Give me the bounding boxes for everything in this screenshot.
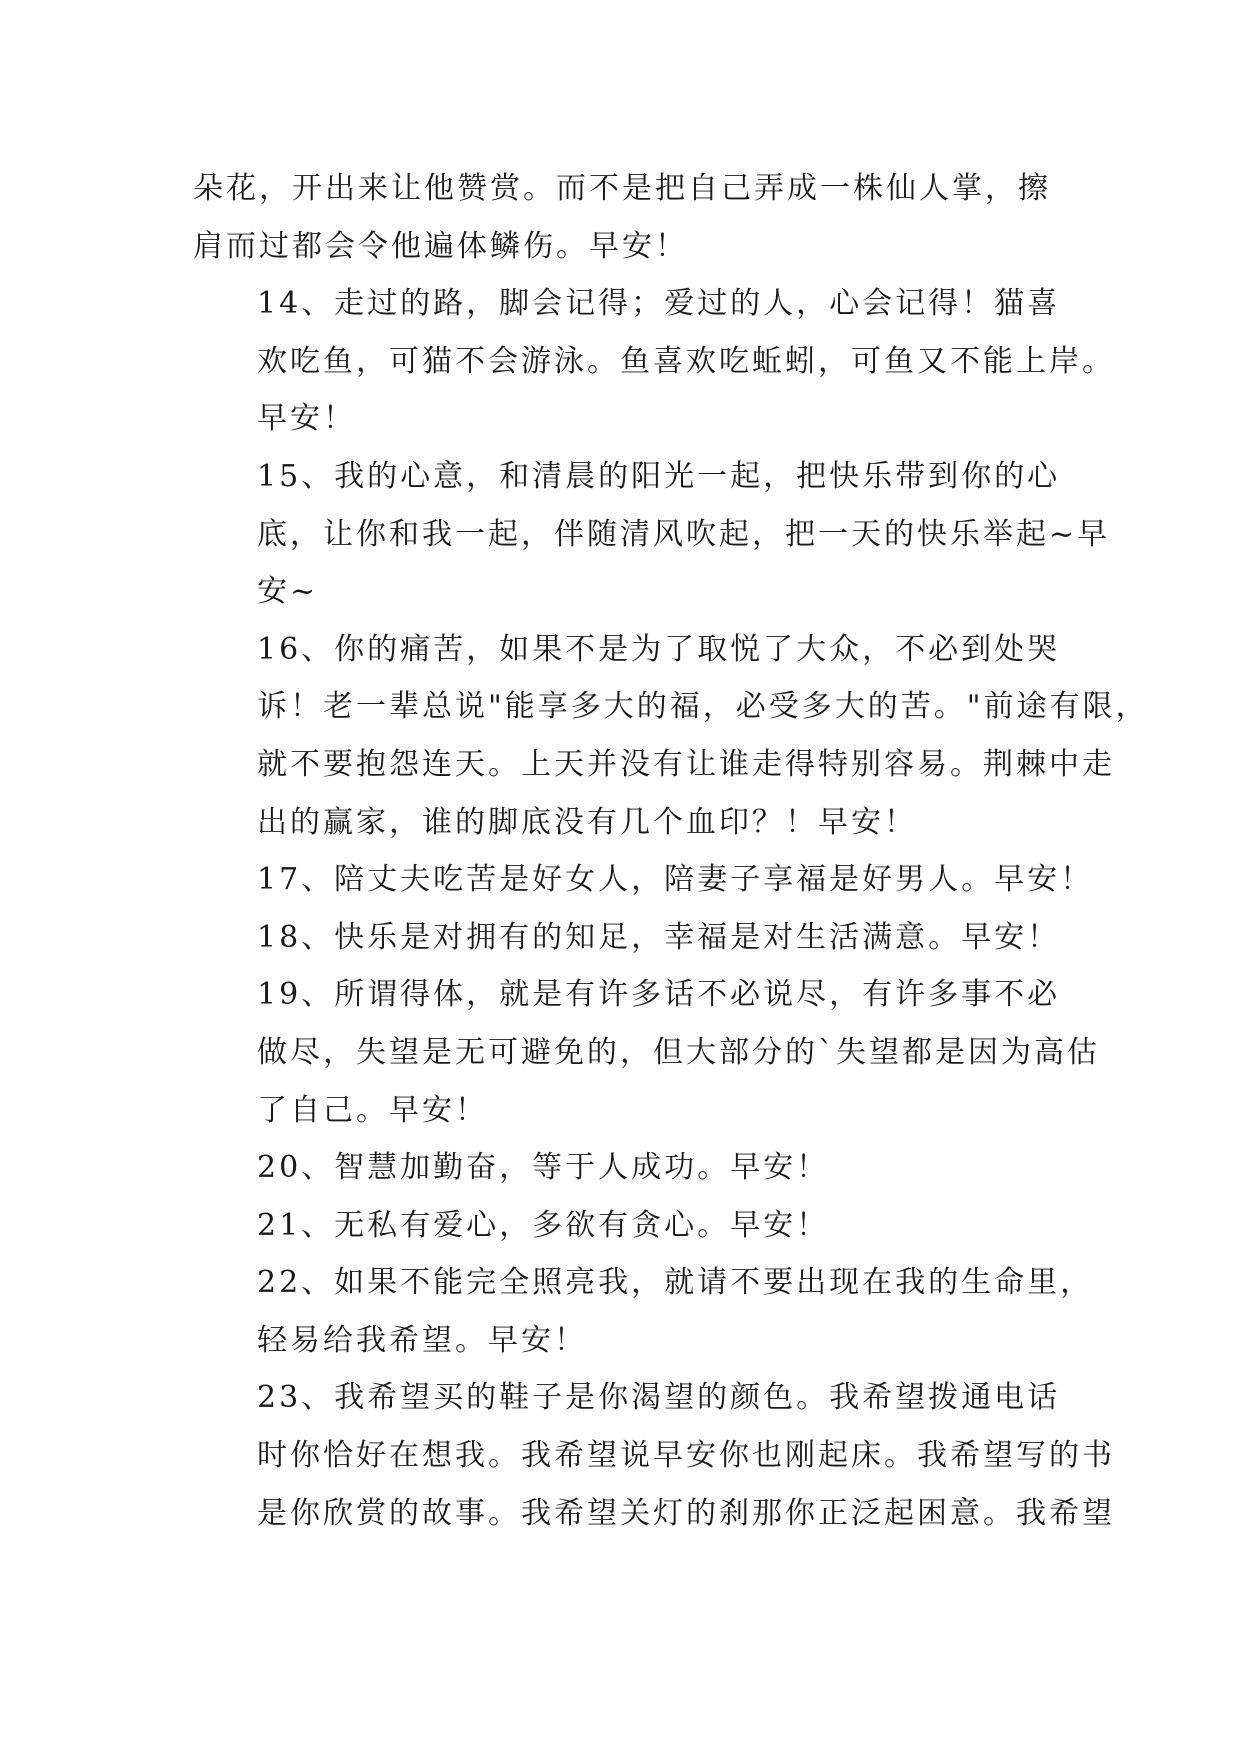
- text-line: 19、所谓得体，就是有许多话不必说尽，有许多事不必: [257, 977, 1061, 1013]
- text-line: 欢吃鱼，可猫不会游泳。鱼喜欢吃蚯蚓，可鱼又不能上岸。: [257, 343, 1115, 379]
- text-line: 底，让你和我一起，伴随清风吹起，把一天的快乐举起~早: [257, 516, 1111, 552]
- text-line: 17、陪丈夫吃苦是好女人，陪妻子享福是好男人。早安！: [257, 862, 1094, 898]
- paragraph-14: [193, 275, 1115, 448]
- text-line: 18、快乐是对拥有的知足，幸福是对生活满意。早安！: [257, 919, 1061, 955]
- paragraph-20: [193, 1139, 1073, 1197]
- document-body: [193, 160, 1149, 1542]
- text-line: 20、智慧加勤奋，等于人成功。早安！: [257, 1150, 830, 1186]
- text-line: 朵花，开出来让他赞赏。而不是把自己弄成一株仙人掌，擦: [193, 171, 1051, 206]
- paragraph-19: [193, 966, 1100, 1139]
- text-line: 22、如果不能完全照亮我，就请不要出现在我的生命里，: [257, 1265, 1094, 1301]
- text-line: 就不要抱怨连天。上天并没有让谁走得特别容易。荆棘中走: [257, 746, 1115, 782]
- text-line: 诉！老一辈总说"能享多大的福，必受多大的苦。"前途有限，: [257, 689, 1149, 725]
- text-line: 23、我希望买的鞋子是你渴望的颜色。我希望拨通电话: [257, 1380, 1061, 1416]
- text-line: 出的赢家，谁的脚底没有几个血印？！早安！: [257, 804, 917, 840]
- paragraph-17: [193, 851, 1094, 909]
- text-line: 做尽，失望是无可避免的，但大部分的`失望都是因为高估: [257, 1034, 1100, 1070]
- paragraph-18: [193, 909, 1073, 967]
- text-line: 16、你的痛苦，如果不是为了取悦了大众，不必到处哭: [257, 631, 1061, 667]
- paragraph-22: [193, 1254, 1094, 1369]
- text-line: 肩而过都会令他遍体鳞伤。早安！: [193, 228, 688, 264]
- text-line: 安~: [257, 574, 319, 610]
- paragraph-21: [193, 1197, 1073, 1255]
- text-line: 14、走过的路，脚会记得；爱过的人，心会记得！猫喜: [257, 286, 1061, 322]
- paragraph-13-continued: [193, 160, 1073, 275]
- text-line: 15、我的心意，和清晨的阳光一起，把快乐带到你的心: [257, 458, 1061, 494]
- text-line: 21、无私有爱心，多欲有贪心。早安！: [257, 1207, 830, 1243]
- text-line: 时你恰好在想我。我希望说早安你也刚起床。我希望写的书: [257, 1438, 1115, 1474]
- paragraph-16: [193, 621, 1149, 851]
- text-line: 早安！: [257, 401, 356, 437]
- paragraph-23: [193, 1369, 1115, 1542]
- text-line: 轻易给我希望。早安！: [257, 1322, 587, 1358]
- paragraph-15: [193, 448, 1111, 621]
- text-line: 是你欣赏的故事。我希望关灯的刹那你正泛起困意。我希望: [257, 1495, 1115, 1531]
- text-line: 了自己。早安！: [257, 1092, 488, 1128]
